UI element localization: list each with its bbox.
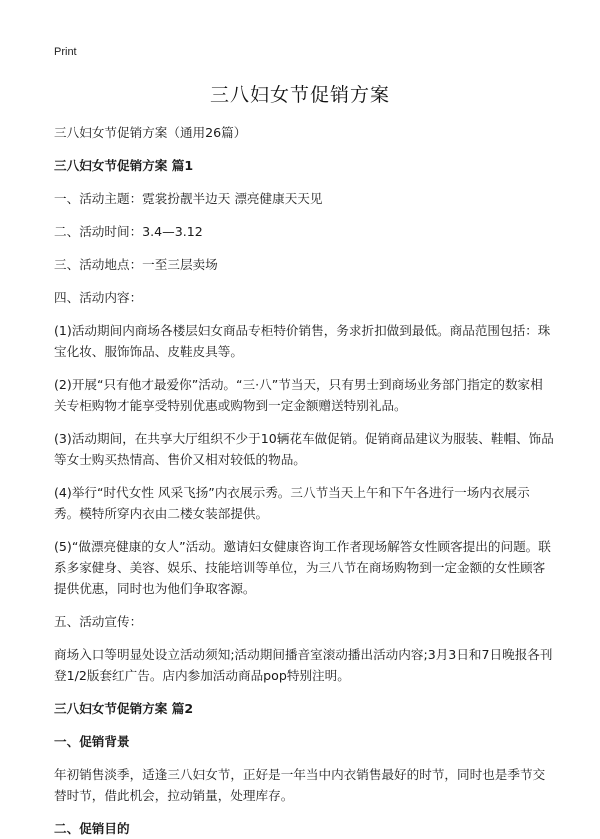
content-item-1: (1)活动期间内商场各楼层妇女商品专柜特价销售，务求折扣做到最低。商品范围包括：珠宝化妆、服饰饰品、皮鞋皮具等。 — [54, 323, 551, 359]
content-item-5: (5)“做漂亮健康的女人”活动。邀请妇女健康咨询工作者现场解答女性顾客提出的问题。联系多家健身、美容、娱乐、技能培训等单位，为三八节在商场购物到一定金额的女性顾客提供优惠，同时也为他们争取客源。 — [54, 539, 551, 596]
page-title: 三八妇女节促销方案 — [209, 84, 390, 106]
promotion-text: 商场入口等明显处设立活动须知;活动期间播音室滚动播出活动内容;3月3日和7日晚报各刊登1/2版套红广告。店内参加活动商品pop特别注明。 — [54, 647, 553, 683]
activity-time: 二、活动时间：3.4—3.12 — [54, 224, 203, 239]
promotion-heading: 五、活动宣传： — [54, 614, 143, 629]
content-item-2: (2)开展“只有他才最爱你”活动。“三·八”节当天，只有男士到商场业务部门指定的数家相关专柜购物才能享受特别优惠或购物到一定金额赠送特别礼品。 — [54, 377, 543, 413]
content-item-4: (4)举行“时代女性 风采飞扬”内衣展示秀。三八节当天上午和下午各进行一场内衣展示秀。模特所穿内衣由二楼女装部提供。 — [54, 485, 530, 521]
activity-location: 三、活动地点：一至三层卖场 — [54, 257, 218, 272]
purpose-heading: 二、促销目的 — [54, 821, 130, 836]
activity-content-heading: 四、活动内容： — [54, 290, 143, 305]
document-body — [54, 122, 554, 839]
background-text: 年初销售淡季，适逢三八妇女节，正好是一年当中内衣销售最好的时节，同时也是季节交替时节，借此机会，拉动销量，处理库存。 — [54, 767, 546, 803]
content-item-3: (3)活动期间，在共享大厅组织不少于10辆花车做促销。促销商品建议为服装、鞋帽、饰品等女士购买热情高、售价又相对较低的物品。 — [54, 431, 554, 467]
section-heading-part1: 三八妇女节促销方案 篇1 — [54, 158, 194, 173]
activity-theme: 一、活动主题：霓裳扮靓半边天 漂亮健康天天见 — [54, 191, 323, 206]
background-heading: 一、促销背景 — [54, 734, 130, 749]
section-heading-part2: 三八妇女节促销方案 篇2 — [54, 701, 194, 716]
document-subtitle: 三八妇女节促销方案（通用26篇） — [54, 125, 247, 140]
print-label: Print — [54, 46, 77, 58]
